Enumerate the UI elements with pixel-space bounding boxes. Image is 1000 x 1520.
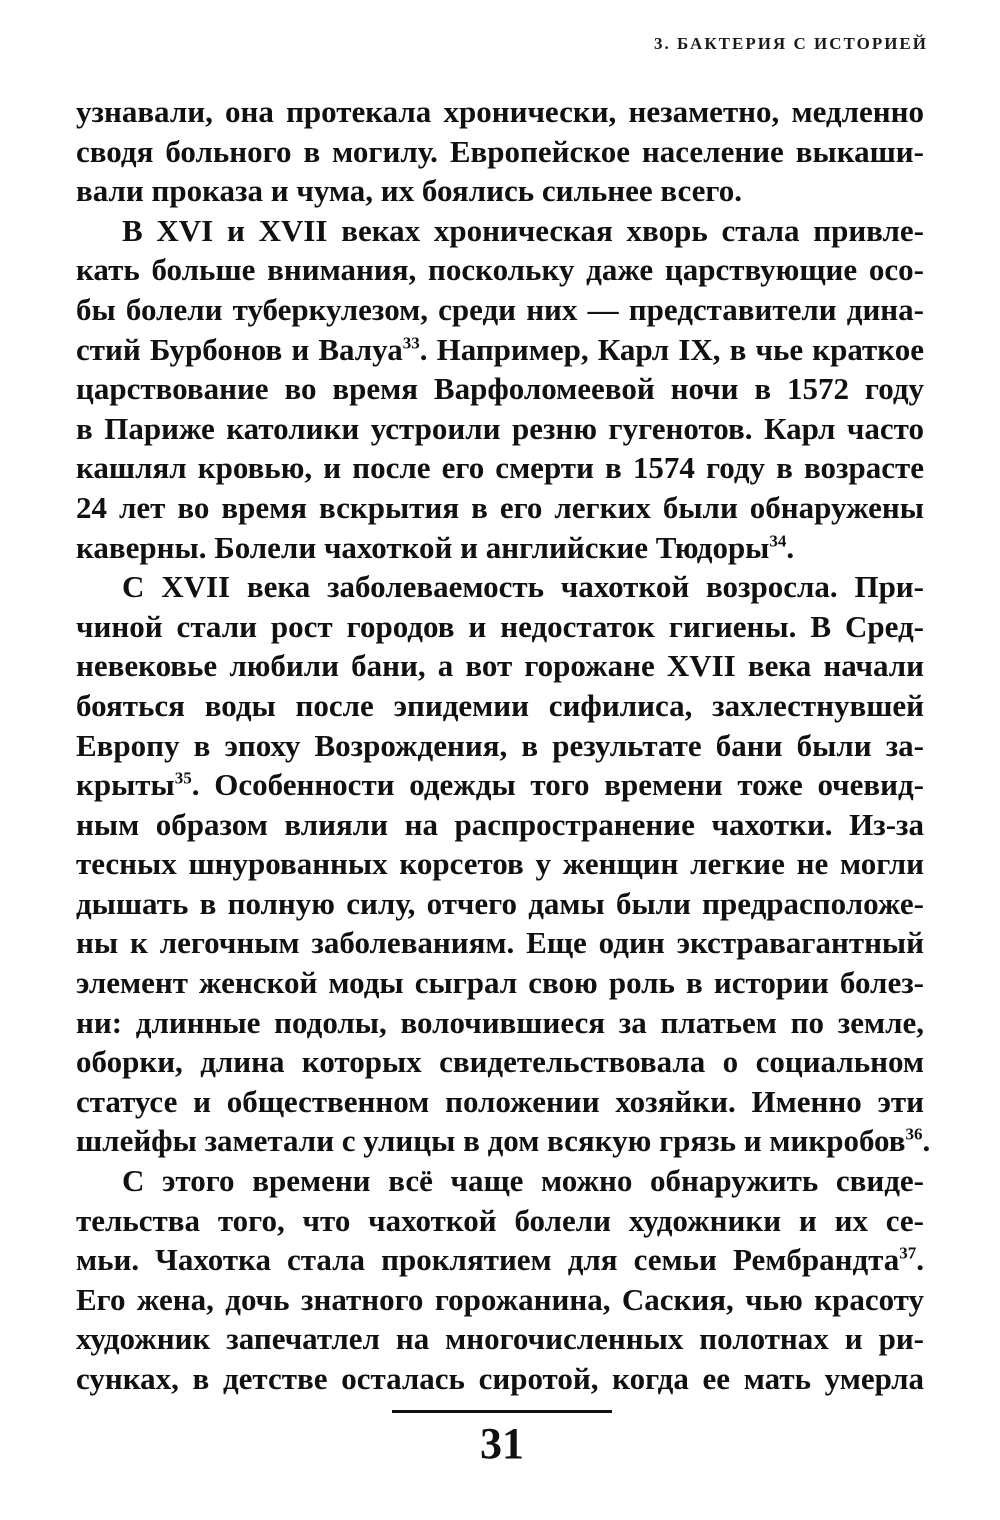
text-line: тесных шнурованных корсетов у женщин легкие не могли xyxy=(76,846,924,882)
text-fragment: шлейфы заметали с улицы в дом всякую грязь и микробов xyxy=(76,1123,906,1159)
text-line: вали проказа и чума, их боялись сильнее всего. xyxy=(76,173,742,209)
text-line xyxy=(76,330,924,370)
text-line: Европу в эпоху Возрождения, в результате бани были за- xyxy=(76,727,924,763)
text-fragment: стий Бурбонов и Валуа xyxy=(76,331,403,367)
text-fragment: . xyxy=(916,1242,924,1278)
page-number: 31 xyxy=(480,1419,524,1468)
text-line: ны к легочным заболеваниям. Еще один экстравагантный xyxy=(76,925,924,961)
footnote-ref-37: 37 xyxy=(899,1243,917,1263)
text-line: В XVI и XVII веках хроническая хворь стала привле- xyxy=(122,212,924,248)
text-fragment: . xyxy=(786,529,795,565)
text-line: кашлял кровью, и после его смерти в 1574 году в возрасте xyxy=(76,450,924,486)
text-line: в Париже католики устроили резню гугенотов. Карл часто xyxy=(76,410,924,446)
paragraph-1 xyxy=(76,92,924,211)
running-head: 3. БАКТЕРИЯ С ИСТОРИЕЙ xyxy=(654,34,928,53)
text-line: бы болели туберкулезом, среди них — представители дина- xyxy=(76,291,924,327)
paragraph-3 xyxy=(76,567,931,1161)
text-line: бояться воды после эпидемии сифилиса, захлестнувшей xyxy=(76,687,924,723)
text-fragment: . Особенности одежды того времени тоже очевид- xyxy=(191,767,924,803)
text-fragment: каверны. Болели чахоткой и английские Тюдоры xyxy=(76,529,770,565)
paragraph-4 xyxy=(76,1161,924,1399)
text-line: художник запечатлел на многочисленных полотнах и ри- xyxy=(76,1321,924,1357)
text-line: 24 лет во время вскрытия в его легких были обнаружены xyxy=(76,489,924,525)
text-line: невековье любили бани, а вот горожане XVII века начали xyxy=(76,648,924,684)
body-text xyxy=(76,92,931,1399)
text-fragment: . Например, Карл IX, в чье краткое xyxy=(419,331,924,367)
text-fragment: крыты xyxy=(76,767,175,803)
text-fragment: . xyxy=(922,1123,931,1159)
text-line: кать больше внимания, поскольку даже царствующие осо- xyxy=(76,252,924,288)
text-line: ным образом влияли на распространение чахотки. Из-за xyxy=(76,806,924,842)
text-line: ни: длинные подолы, волочившиеся за платьем по земле, xyxy=(76,1004,924,1040)
text-fragment: мьи. Чахотка стала проклятием для семьи Рембрандта xyxy=(76,1242,900,1278)
text-line xyxy=(76,528,924,568)
text-line xyxy=(76,1240,924,1280)
text-line: сводя больного в могилу. Европейское население выкаши- xyxy=(76,133,924,169)
footnote-ref-33: 33 xyxy=(402,333,420,353)
text-line: узнавали, она протекала хронически, незаметно, медленно xyxy=(76,94,924,129)
footnote-ref-36: 36 xyxy=(905,1125,923,1145)
text-line: элемент женской моды сыграл свою роль в истории болез- xyxy=(76,965,924,1001)
text-line: Его жена, дочь знатного горожанина, Саския, чью красоту xyxy=(76,1281,924,1317)
text-line: дышать в полную силу, отчего дамы были предрасположе- xyxy=(76,885,924,921)
text-line: тельства того, что чахоткой болели художники и их се- xyxy=(76,1202,924,1238)
footer-rule xyxy=(392,1410,612,1413)
text-line: царствование во время Варфоломеевой ночи в 1572 году xyxy=(76,371,924,407)
text-line: С XVII века заболеваемость чахоткой возросла. При- xyxy=(122,569,924,605)
text-line xyxy=(76,1121,931,1161)
text-line: оборки, длина которых свидетельствовала о социальном xyxy=(76,1044,924,1080)
text-line: С этого времени всё чаще можно обнаружить свиде- xyxy=(122,1163,924,1199)
text-line: сунках, в детстве осталась сиротой, когда ее мать умерла xyxy=(76,1361,924,1396)
footnote-ref-35: 35 xyxy=(174,768,192,788)
paragraph-2 xyxy=(76,211,924,567)
footnote-ref-34: 34 xyxy=(769,531,787,551)
text-line: чиной стали рост городов и недостаток гигиены. В Сред- xyxy=(76,608,924,644)
text-line xyxy=(76,765,924,805)
text-line: статусе и общественном положении хозяйки. Именно эти xyxy=(76,1083,924,1119)
